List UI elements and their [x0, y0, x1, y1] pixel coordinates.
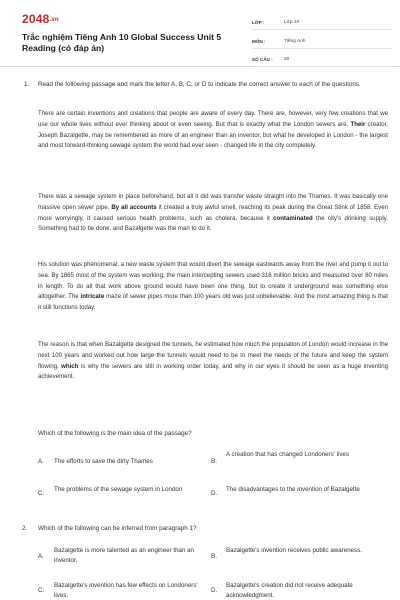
passage-text: it created a truly awful smell, reaching its peak during the Great Stink of 1858. Even more worryingly, it caused serious health problems, such as cholera, because it	[38, 203, 388, 222]
question-text: Which of the following can be inferred from paragraph 1?	[38, 525, 197, 532]
option-letter[interactable]: A.	[38, 458, 44, 465]
option-letter[interactable]: D.	[211, 587, 218, 594]
answer-option-b[interactable]: Bazalgette's invention receives public awareness.	[226, 547, 363, 554]
meta-question-count	[252, 53, 392, 67]
meta-value: 20	[284, 57, 290, 62]
highlighted-word: intricate	[80, 293, 105, 301]
option-letter[interactable]: A.	[38, 553, 44, 560]
meta-value: Lớp 10	[284, 20, 300, 25]
answer-option-b[interactable]: A creation that has changed Londoners' lives	[226, 451, 349, 458]
option-letter[interactable]: D.	[211, 490, 218, 497]
question-text: Which of the following is the main idea of the passage?	[38, 430, 192, 437]
question-instruction: Read the following passage and mark the letter A, B, C, or D to indicate the correct answer to each of the questions.	[38, 81, 361, 88]
meta-value: Tiếng Anh	[284, 38, 306, 44]
answer-option-c[interactable]: Bazalgette's invention has few effects on Londoners' lives.	[54, 582, 198, 599]
option-letter[interactable]: C.	[38, 587, 45, 594]
highlighted-word: which	[61, 362, 79, 370]
logo-text: 2048	[22, 12, 50, 26]
passage-paragraph-4	[38, 340, 388, 383]
answer-option-d[interactable]: Bazalgette's creation did not receive adequate acknowledgment.	[226, 582, 353, 599]
answer-option-a[interactable]: The efforts to save the dirty Thames	[54, 458, 153, 465]
highlighted-word: contaminated	[273, 214, 313, 222]
page-header	[0, 0, 400, 67]
passage-text: maze of sewer pipes more than 100 years old was just unbelievable. And the most amazing thing is that it still functions today.	[38, 293, 388, 312]
passage-paragraph-3	[38, 260, 388, 314]
quiz-meta	[252, 16, 392, 72]
site-logo[interactable]	[22, 12, 59, 26]
meta-label: SỐ CÂU :	[252, 57, 273, 62]
meta-class	[252, 16, 392, 30]
highlighted-word: Their	[350, 120, 366, 128]
passage-text: the city's drinking supply. Something had to be done, and Bazalgette was the man to do it.	[38, 214, 388, 233]
passage-text: is why the sewers are still in working order today, and why in our eyes it should be seen as a huge inventing achievement.	[38, 362, 388, 381]
logo-suffix: .vn	[49, 16, 59, 23]
passage-text: There was a sewage system in place beforehand, but all it did was transfer waste straight into the Thames. It was basically one massive open sewer pipe.	[38, 193, 388, 211]
passage-text: There are certain inventions and creations that people are aware of every day. There are, however, very few creations that we use our whole lives without ever thinking about or even seeing. But that is exactly what the London sewers are.	[38, 110, 388, 128]
highlighted-word: By all accounts	[111, 203, 157, 211]
answer-option-d[interactable]: The disadvantages to the invention of Bazalgette	[226, 486, 360, 493]
question-number: 2.	[22, 525, 28, 532]
page-title: Trắc nghiệm Tiếng Anh 10 Global Success Unit 5 Reading (có đáp án)	[22, 32, 222, 53]
meta-label: LỚP :	[252, 20, 265, 25]
meta-subject	[252, 35, 392, 49]
option-letter[interactable]: B.	[211, 553, 217, 560]
question-number: 1.	[24, 81, 30, 88]
meta-label: MÔN :	[252, 38, 266, 44]
passage-paragraph-2	[38, 192, 388, 235]
passage-text: His solution was phenomenal: a new waste system that would divert the sewage eastwards away from the river and pump it out to sea. By 1865 most of the system was working, the main intercepting sewers used 318 million bricks and measured over 80 miles in length. To do all that work above ground would have been one thing, but to create it underground was something else altogether. The	[38, 261, 388, 301]
passage-paragraph-1	[38, 109, 388, 152]
passage-text: creator, Joseph Bazalgette, may be remembered as more of an engineer than an inventor, but what he developed in London - the largest and most forward-thinking sewage system the world had ever seen - changed life in the city completely.	[38, 120, 388, 150]
answer-option-a[interactable]: Bazalgette is more talented as an engineer than an inventor.	[54, 547, 195, 564]
option-letter[interactable]: C.	[38, 490, 45, 497]
option-letter[interactable]: B.	[211, 458, 217, 465]
passage-text: The reason is that when Bazalgette designed the tunnels, he estimated how much the population of London would increase in the next 100 years and worked out how large the tunnels would need to be to meet the needs of the future and keep the system flowing,	[38, 341, 388, 370]
answer-option-c[interactable]: The problems of the sewage system in London	[54, 486, 183, 493]
